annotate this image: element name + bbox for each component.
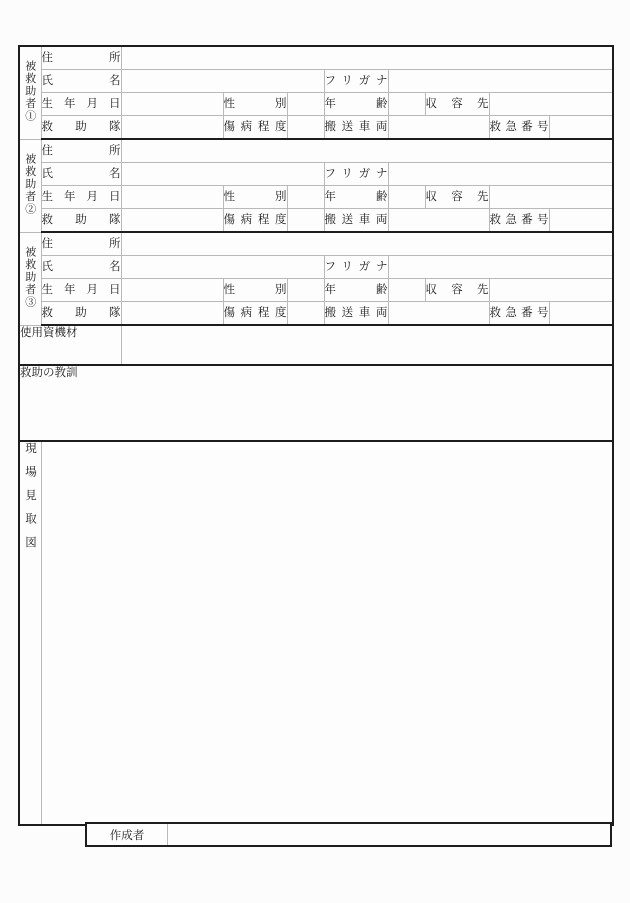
victim-2-age-value[interactable] (388, 186, 425, 209)
victim-3-ambulance-number-value[interactable] (549, 302, 613, 326)
victim-2-rescue-team-label: 救 助 隊 (41, 209, 121, 233)
victim-1-ambulance-number-value[interactable] (549, 116, 613, 140)
victim-1-transport-vehicle-label: 搬送車両 (324, 116, 388, 140)
victim-3-ambulance-number-label: 救急番号 (489, 302, 549, 326)
author-label: 作成者 (86, 823, 168, 846)
victim-1-team-row (19, 116, 613, 140)
author-value[interactable] (168, 823, 612, 846)
victim-3-transport-vehicle-value[interactable] (388, 302, 489, 326)
victim-3-address-row (19, 232, 613, 256)
victim-2-address-label: 住 所 (41, 139, 121, 163)
victim-3-rescue-team-value[interactable] (121, 302, 223, 326)
victim-3-transport-vehicle-label: 搬送車両 (324, 302, 388, 326)
author-row (86, 823, 611, 846)
victim-2-sex-value[interactable] (287, 186, 324, 209)
author-table (85, 822, 612, 847)
victim-1-birth-row (19, 93, 613, 116)
victim-1-rescue-team-value[interactable] (121, 116, 223, 140)
victim-1-sex-value[interactable] (287, 93, 324, 116)
victim-2-furigana-value[interactable] (388, 163, 613, 186)
victim-3-age-label: 年 齢 (324, 279, 388, 302)
victim-3-birthdate-value[interactable] (121, 279, 223, 302)
site-sketch-canvas[interactable] (41, 441, 613, 825)
victim-1-age-label: 年 齢 (324, 93, 388, 116)
victim-1-rescue-team-label: 救 助 隊 (41, 116, 121, 140)
victim-2-furigana-label: フリガナ (324, 163, 388, 186)
victim-2-name-value[interactable] (121, 163, 324, 186)
victim-3-birthdate-label: 生年月日 (41, 279, 121, 302)
victim-1-sex-label: 性 別 (223, 93, 287, 116)
victim-2-injury-level-label: 傷病程度 (223, 209, 287, 233)
victim-3-injury-level-value[interactable] (287, 302, 324, 326)
victim-1-address-row (19, 46, 613, 70)
victim-3-furigana-label: フリガナ (324, 256, 388, 279)
site-sketch-label: 現場見取図 (24, 442, 38, 560)
victim-2-birthdate-label: 生年月日 (41, 186, 121, 209)
victim-1-facility-value[interactable] (489, 93, 613, 116)
victim-2-birthdate-value[interactable] (121, 186, 223, 209)
victim-2-birth-row (19, 186, 613, 209)
lessons-row (19, 365, 613, 441)
site-sketch-label-cell (19, 441, 41, 825)
victim-1-furigana-value[interactable] (388, 70, 613, 93)
victim-2-ambulance-number-value[interactable] (549, 209, 613, 233)
victim-1-ambulance-number-label: 救急番号 (489, 116, 549, 140)
victim-3-sex-value[interactable] (287, 279, 324, 302)
victim-2-rescue-team-value[interactable] (121, 209, 223, 233)
victim-2-injury-level-value[interactable] (287, 209, 324, 233)
victim-2-facility-label: 収容先 (425, 186, 489, 209)
victim-3-birth-row (19, 279, 613, 302)
victim-1-birthdate-value[interactable] (121, 93, 223, 116)
victim-3-address-value[interactable] (121, 232, 613, 256)
equipment-label: 使用資機材 (19, 325, 121, 365)
victim-1-address-label: 住 所 (41, 46, 121, 70)
victim-2-address-row (19, 139, 613, 163)
victim-3-name-row (19, 256, 613, 279)
victim-3-rescue-team-label: 救 助 隊 (41, 302, 121, 326)
lessons-label: 救助の教訓 (20, 365, 78, 379)
rescue-report-table (18, 45, 614, 826)
victim-1-index-label: 被救助者① (23, 59, 37, 123)
victim-1-injury-level-value[interactable] (287, 116, 324, 140)
victim-1-index-cell (19, 46, 41, 139)
site-sketch-row (19, 441, 613, 825)
victim-2-index-label: 被救助者② (23, 152, 37, 216)
victim-1-name-row (19, 70, 613, 93)
victim-3-furigana-value[interactable] (388, 256, 613, 279)
victim-3-address-label: 住 所 (41, 232, 121, 256)
victim-3-sex-label: 性 別 (223, 279, 287, 302)
victim-2-address-value[interactable] (121, 139, 613, 163)
victim-2-facility-value[interactable] (489, 186, 613, 209)
victim-2-team-row (19, 209, 613, 233)
victim-3-team-row (19, 302, 613, 326)
victim-1-name-value[interactable] (121, 70, 324, 93)
victim-2-name-row (19, 163, 613, 186)
lessons-cell[interactable] (19, 365, 613, 441)
victim-3-name-label: 氏 名 (41, 256, 121, 279)
equipment-value[interactable] (121, 325, 613, 365)
victim-3-facility-label: 収容先 (425, 279, 489, 302)
victim-1-facility-label: 収容先 (425, 93, 489, 116)
victim-3-facility-value[interactable] (489, 279, 613, 302)
victim-1-address-value[interactable] (121, 46, 613, 70)
victim-2-name-label: 氏 名 (41, 163, 121, 186)
victim-2-transport-vehicle-label: 搬送車両 (324, 209, 388, 233)
victim-3-injury-level-label: 傷病程度 (223, 302, 287, 326)
victim-2-age-label: 年 齢 (324, 186, 388, 209)
victim-2-index-cell (19, 139, 41, 232)
victim-2-ambulance-number-label: 救急番号 (489, 209, 549, 233)
victim-3-age-value[interactable] (388, 279, 425, 302)
victim-2-sex-label: 性 別 (223, 186, 287, 209)
victim-1-birthdate-label: 生年月日 (41, 93, 121, 116)
victim-3-index-label: 被救助者③ (23, 245, 37, 309)
equipment-row (19, 325, 613, 365)
victim-3-name-value[interactable] (121, 256, 324, 279)
victim-2-transport-vehicle-value[interactable] (388, 209, 489, 233)
victim-1-furigana-label: フリガナ (324, 70, 388, 93)
victim-1-transport-vehicle-value[interactable] (388, 116, 489, 140)
victim-1-name-label: 氏 名 (41, 70, 121, 93)
victim-1-injury-level-label: 傷病程度 (223, 116, 287, 140)
victim-3-index-cell (19, 232, 41, 325)
victim-1-age-value[interactable] (388, 93, 425, 116)
